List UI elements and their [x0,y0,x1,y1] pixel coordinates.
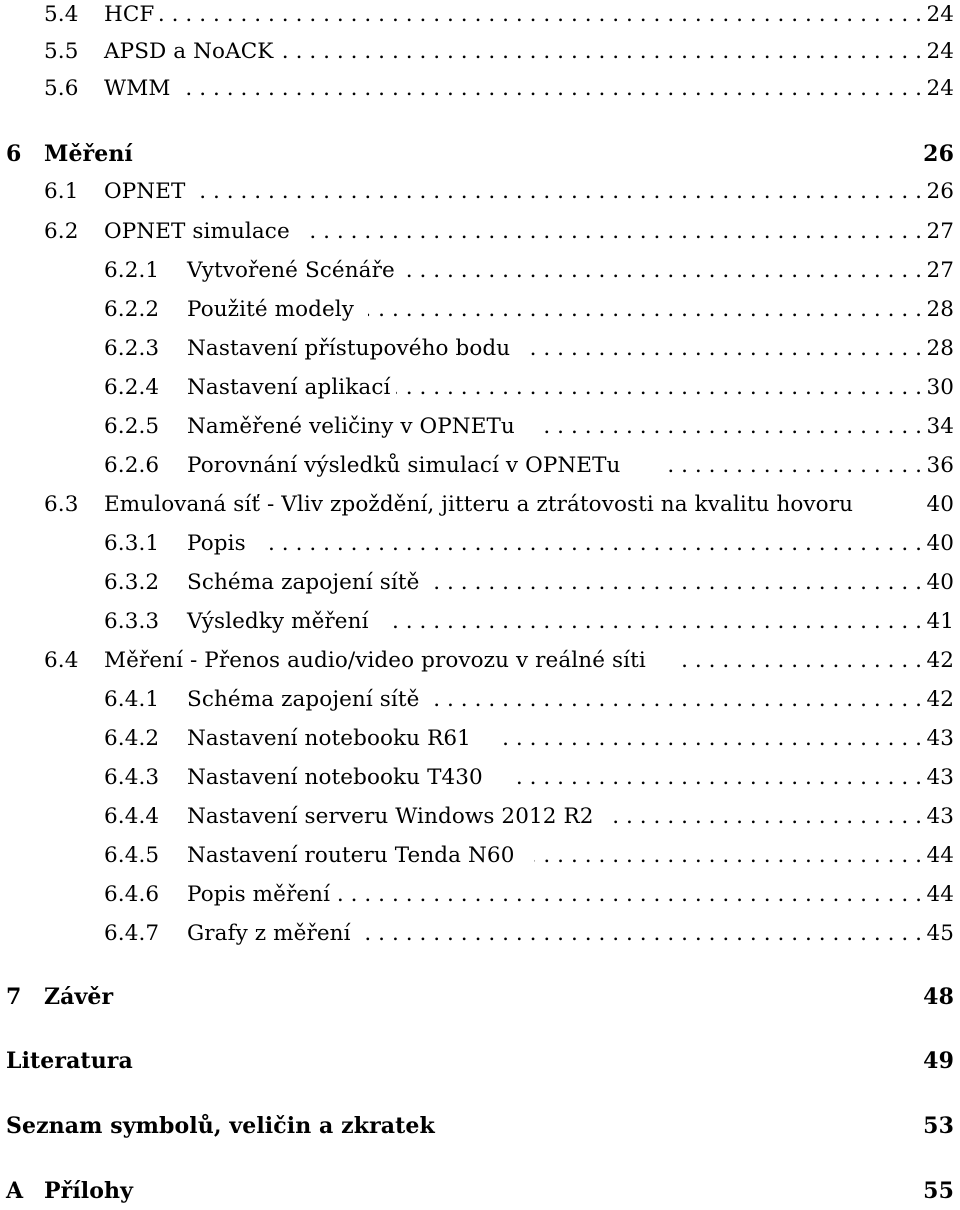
toc-entry-6-4-5[interactable] [0,838,960,874]
toc-entry-6-3-3[interactable] [0,604,960,640]
dot-leader [246,34,922,70]
dot-leader [496,721,922,757]
toc-title: Nastavení serveru Windows 2012 R2 [187,799,598,835]
toc-page-number: 24 [920,71,954,107]
dot-leader [392,604,922,640]
toc-entry-6-2-1[interactable] [0,253,960,289]
toc-title: Nastavení notebooku T430 [187,760,487,796]
toc-entry-6-2-4[interactable] [0,370,960,406]
toc-title: WMM [104,71,174,107]
toc-entry-6-2-5[interactable] [0,409,960,445]
toc-page-number: 24 [920,0,954,33]
toc-number: 6.2.5 [104,414,160,439]
toc-number: 6.4.7 [104,921,160,946]
dot-leader [140,0,922,33]
toc-entry-6-4-4[interactable] [0,799,960,835]
toc-entry-6-3-1[interactable] [0,526,960,562]
toc-number: 6.4.2 [104,726,160,751]
dot-leader [306,214,922,250]
toc-title: Nastavení aplikací [187,370,394,406]
dot-leader [434,682,922,718]
toc-page-number: 28 [920,292,954,328]
toc-chapter-6[interactable] [0,136,960,172]
toc-title: OPNET [104,174,189,210]
toc-entry-6-4-3[interactable] [0,760,960,796]
toc-title: Měření - Přenos audio/video provozu v reálné síti [104,643,650,679]
toc-title: Použité modely [187,292,358,328]
toc-page-number: 27 [920,214,954,250]
dot-leader [368,292,922,328]
toc-number: 5.5 [44,39,79,64]
toc-entry-6-1[interactable] [0,174,960,210]
dot-leader [200,174,922,210]
toc-number: 6.2.3 [104,336,160,361]
toc-page-number: 34 [920,409,954,445]
toc-number: 6.4.6 [104,882,160,907]
toc-page-number: 36 [920,448,954,484]
toc-chapter-7[interactable] [0,979,960,1015]
dot-leader [180,71,922,107]
toc-title: Naměřené veličiny v OPNETu [187,409,519,445]
toc-page-number: 55 [917,1173,954,1209]
toc-title: Emulovaná síť - Vliv zpoždění, jitteru a ztrátovosti na kvalitu hovoru [104,487,857,523]
toc-page-number: 44 [920,838,954,874]
toc-page-number: 30 [920,370,954,406]
dot-leader [264,526,922,562]
toc-title: Literatura [6,1048,133,1074]
toc-literatura[interactable] [0,1043,960,1079]
toc-number: 5.4 [44,2,79,27]
toc-number: 5.6 [44,76,79,101]
toc-number: 6.4.5 [104,843,160,868]
toc-entry-6-3-2[interactable] [0,565,960,601]
toc-page-number: 49 [917,1043,954,1079]
toc-number: 6.4.1 [104,687,160,712]
dot-leader [508,760,922,796]
toc-number: 6.3 [44,492,79,517]
toc-page-number: 24 [920,34,954,70]
toc-entry-5-5[interactable] [0,34,960,70]
toc-entry-6-3[interactable] [0,487,960,523]
toc-seznam-symbolu[interactable] [0,1108,960,1144]
toc-title: HCF [104,0,158,33]
dot-leader [434,565,922,601]
toc-title: Závěr [44,984,114,1010]
dot-leader [612,799,922,835]
toc-number: 6.2.1 [104,258,160,283]
toc-title: APSD a NoACK [104,34,277,70]
toc-page-number: 26 [920,174,954,210]
toc-page-number: 48 [917,979,954,1015]
toc-entry-6-4[interactable] [0,643,960,679]
toc-number: 6 [6,141,22,167]
toc-title: Popis [187,526,250,562]
toc-title: Seznam symbolů, veličin a zkratek [6,1113,435,1139]
toc-page-number: 43 [920,721,954,757]
toc-page-number: 44 [920,877,954,913]
toc-page-number: 40 [920,565,954,601]
toc-number: 6.2 [44,219,79,244]
dot-leader [405,253,922,289]
toc-title: Grafy z měření [187,916,355,952]
toc-title: Měření [44,141,133,167]
toc-chapter-a[interactable] [0,1173,960,1209]
dot-leader [528,331,922,367]
toc-entry-5-6[interactable] [0,71,960,107]
toc-entry-5-4[interactable] [0,0,960,33]
toc-number: 6.2.2 [104,297,160,322]
toc-title: Schéma zapojení sítě [187,682,423,718]
toc-page-number: 27 [920,253,954,289]
toc-page-number: 43 [920,799,954,835]
toc-page-number: 42 [920,643,954,679]
toc-entry-6-2[interactable] [0,214,960,250]
toc-page-number: 40 [920,526,954,562]
toc-title: Nastavení notebooku R61 [187,721,475,757]
dot-leader [676,643,922,679]
toc-title: Vytvořené Scénáře [187,253,399,289]
toc-title: Nastavení přístupového bodu [187,331,514,367]
toc-entry-6-4-7[interactable] [0,916,960,952]
toc-entry-6-2-3[interactable] [0,331,960,367]
toc-number: 6.3.3 [104,609,160,634]
dot-leader [364,916,922,952]
toc-entry-6-2-2[interactable] [0,292,960,328]
toc-page-number: 43 [920,760,954,796]
toc-number: 6.4 [44,648,79,673]
toc-title: Porovnání výsledků simulací v OPNETu [187,448,624,484]
dot-leader [534,838,922,874]
toc-page-number: 42 [920,682,954,718]
toc-number: 7 [6,984,22,1010]
toc-entry-6-2-6[interactable] [0,448,960,484]
toc-number: 6.4.3 [104,765,160,790]
toc-title: Přílohy [44,1178,134,1204]
toc-page-number: 28 [920,331,954,367]
toc-title: OPNET simulace [104,214,294,250]
dot-leader [396,370,922,406]
toc-entry-6-4-1[interactable] [0,682,960,718]
toc-number: 6.3.2 [104,570,160,595]
toc-title: Popis měření [187,877,334,913]
toc-number: 6.4.4 [104,804,160,829]
dot-leader [538,409,922,445]
toc-page-number: 53 [917,1108,954,1144]
toc-number: A [6,1178,24,1204]
toc-number: 6.3.1 [104,531,160,556]
toc-page-number: 40 [920,487,954,523]
toc-entry-6-4-6[interactable] [0,877,960,913]
toc-title: Výsledky měření [187,604,373,640]
toc-title: Schéma zapojení sítě [187,565,423,601]
toc-entry-6-4-2[interactable] [0,721,960,757]
toc-number: 6.2.4 [104,375,160,400]
toc-number: 6.2.6 [104,453,160,478]
dot-leader [338,877,922,913]
toc-page-number: 41 [920,604,954,640]
toc-page-number: 45 [920,916,954,952]
toc-number: 6.1 [44,179,79,204]
toc-page-number: 26 [917,136,954,172]
toc-title: Nastavení routeru Tenda N60 [187,838,518,874]
dot-leader [660,448,922,484]
